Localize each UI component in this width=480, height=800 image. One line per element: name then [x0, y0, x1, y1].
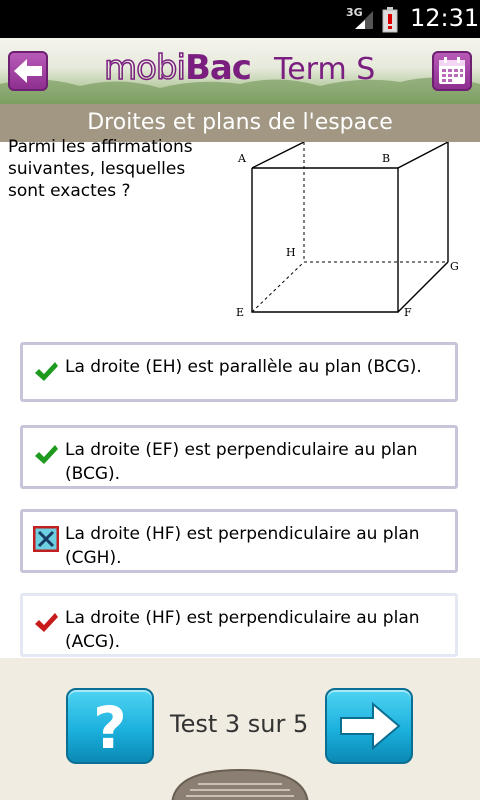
- progress-text: Test 3 sur 5: [170, 710, 309, 738]
- vertex-label: F: [404, 306, 412, 319]
- bottom-bar: [0, 658, 480, 800]
- vertex-label: G: [450, 260, 459, 273]
- clock: 12:31: [410, 4, 480, 32]
- answer-text: La droite (HF) est perpendiculaire au plan (CGH).: [65, 524, 420, 568]
- network-type: 3G: [346, 6, 363, 19]
- answer-option-1[interactable]: [20, 342, 458, 402]
- question-text: Parmi les affirmations suivantes, lesquelles sont exactes ?: [8, 137, 193, 201]
- battery-icon: [382, 7, 398, 33]
- back-arrow-icon: [10, 53, 46, 89]
- vertex-label: A: [238, 152, 246, 165]
- page-title: Droites et plans de l'espace: [0, 104, 480, 142]
- help-label: ?: [93, 694, 127, 762]
- signal-icon: [353, 9, 375, 31]
- check-green-icon: [33, 442, 59, 468]
- back-button[interactable]: [8, 51, 48, 91]
- cube-figure: [228, 142, 468, 322]
- check-green-icon: [33, 359, 59, 385]
- app-header: [0, 38, 480, 104]
- next-arrow-icon: [327, 690, 411, 762]
- help-button[interactable]: [66, 688, 154, 764]
- cross-box-icon: [33, 526, 59, 552]
- calendar-icon: [434, 53, 470, 89]
- drawer-handle[interactable]: [168, 766, 312, 800]
- next-button[interactable]: [325, 688, 413, 764]
- level-label: Term S: [274, 52, 376, 87]
- calendar-button[interactable]: [432, 51, 472, 91]
- app-logo: mobiBac: [104, 48, 251, 88]
- answer-option-2[interactable]: [20, 425, 458, 489]
- vertex-label: H: [286, 246, 296, 259]
- vertex-label: B: [382, 152, 391, 165]
- answer-option-4[interactable]: [20, 593, 458, 657]
- answer-text: La droite (EH) est parallèle au plan (BCG).: [65, 357, 422, 377]
- answer-text: La droite (EF) est perpendiculaire au plan (BCG).: [65, 440, 418, 484]
- check-red-icon: [33, 610, 59, 636]
- answer-option-3[interactable]: [20, 509, 458, 573]
- vertex-label: E: [236, 306, 245, 319]
- status-bar: [0, 0, 480, 38]
- answer-text: La droite (HF) est perpendiculaire au plan (ACG).: [65, 608, 420, 652]
